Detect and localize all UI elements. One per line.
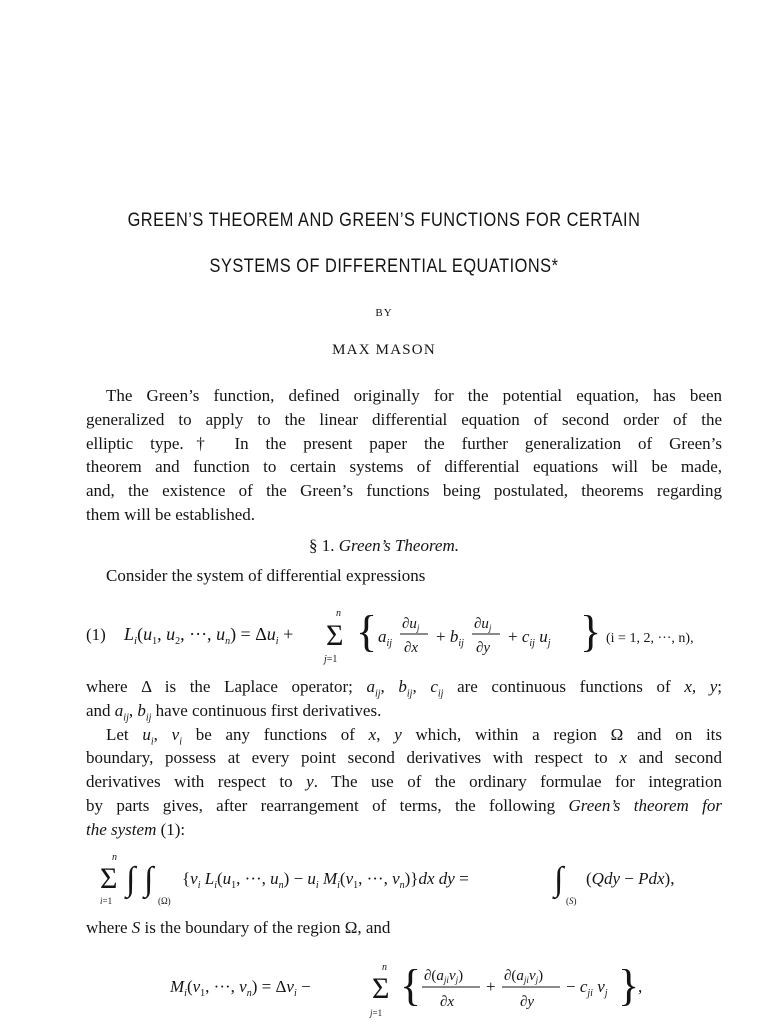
author-name: MAX MASON	[332, 342, 436, 358]
intro-line: and, the existence of the Green’s functions being postulated, theorems regarding	[86, 481, 722, 501]
svg-text:}: }	[580, 607, 602, 656]
svg-text:(S): (S)	[566, 896, 577, 906]
svg-text:∂(ajivj): $\partial(a_{ji}v_j)$	[504, 968, 544, 985]
byline: BY	[375, 307, 393, 319]
boundary-sentence: where S is the boundary of the region Ω, and	[86, 918, 391, 937]
definitions-paragraph	[86, 675, 722, 842]
svg-text:n: n	[336, 608, 341, 619]
svg-text:Σ: Σ	[372, 972, 390, 1005]
definitions-line: where Δ is the Laplace operator; $a_{ij}$, $b_{ij}$, $c_{ij}$ are continuous functions of x, y;	[86, 677, 723, 700]
equation-condition: (i = 1, 2, ···, n),	[606, 631, 694, 646]
svg-text:i=1: i=1	[100, 896, 113, 906]
greens-theorem-equation	[100, 846, 720, 908]
equation-number: (1)	[86, 625, 106, 644]
svg-text:+ bij: + $b_{ij}$	[436, 627, 464, 649]
intro-line: elliptic type.† In the present paper the further generalization of Green’s	[86, 433, 722, 453]
intro-line: generalized to apply to the linear differential equation of second order of the	[86, 409, 722, 429]
paper-title-line-2: SYSTEMS OF DIFFERENTIAL EQUATIONS*	[209, 256, 559, 277]
svg-text:(Qdy − Pdx),: (Qdy − Pdx),	[586, 869, 675, 888]
definitions-line: by parts gives, after rearrangement of terms, the following Green’s theorem for	[86, 795, 722, 815]
svg-text:n: n	[112, 852, 117, 863]
section-title: Green’s Theorem.	[338, 536, 459, 555]
svg-text:Σ: Σ	[100, 862, 118, 895]
svg-text:}: }	[618, 961, 640, 1010]
svg-text:∫: ∫	[554, 861, 564, 898]
svg-text:(Ω): (Ω)	[158, 896, 171, 906]
svg-text:Mi(v1, ···, vn) = Δvi −: $M_i(v_1$, ···, $v_n) = \Delta v_i$ −	[170, 977, 311, 999]
svg-text:+ cij uj: + $c_{ij}$ $u_j$	[508, 627, 551, 649]
svg-text:∫: ∫	[144, 861, 154, 898]
svg-text:{: {	[400, 961, 422, 1010]
svg-text:aij: $a_{ij}$	[378, 627, 393, 649]
definitions-line: derivatives with respect to y. The use of the ordinary formulae for integration	[86, 772, 722, 792]
svg-text:∂x: ∂x	[440, 994, 455, 1010]
svg-text:+: +	[486, 977, 496, 996]
consider-sentence: Consider the system of differential expressions	[106, 566, 426, 585]
definitions-line: Let $u_i$, $v_i$ be any functions of x, y which, within a region Ω and on its	[106, 724, 723, 747]
svg-text:∂uj: $\partial u_j$	[402, 616, 420, 633]
adjoint-equation	[160, 956, 660, 1022]
equation-1	[86, 600, 726, 670]
svg-text:− cji vj: − $c_{ji}$ $v_j$	[566, 977, 608, 999]
paper-title-line-1: GREEN’S THEOREM AND GREEN’S FUNCTIONS FOR CERTAIN	[127, 210, 641, 231]
definitions-line: boundary, possess at every point second derivatives with respect to x and second	[86, 748, 722, 768]
section-number: § 1.	[309, 536, 335, 555]
svg-text:n: n	[382, 962, 387, 973]
definitions-line: the system (1):	[86, 819, 186, 839]
svg-text:Li(u1, u2, ···, un) = Δui +: $L_i(u_1$, $u_2$, ···, $u_n) = \Delta u_i$ +	[124, 624, 294, 647]
intro-paragraph	[86, 384, 722, 527]
svg-text:∂y: ∂y	[476, 640, 491, 656]
intro-line: them will be established.	[86, 504, 256, 524]
svg-text:{vi Li(u1, ···, un) − ui Mi(v1: {$v_i$ $L_i(u_1$, ···, $u_n) - u_i$ $M_i(v_1$, ···, $v_n)\}dx$ dy =	[182, 869, 469, 891]
intro-line: theorem and function to certain systems of differential equations will be made,	[86, 457, 722, 477]
svg-text:∂uj: $\partial u_j$	[474, 616, 492, 633]
svg-text:,: ,	[638, 977, 643, 996]
intro-line: The Green’s function, defined originally for the potential equation, has been	[106, 386, 722, 405]
svg-text:{: {	[356, 607, 378, 656]
svg-text:j=1: j=1	[324, 654, 338, 665]
svg-text:∂y: ∂y	[520, 994, 535, 1010]
svg-text:∂x: ∂x	[404, 640, 419, 656]
svg-text:∫: ∫	[126, 861, 136, 898]
svg-text:∂(ajivj): $\partial(a_{ji}v_j)$	[424, 968, 464, 985]
definitions-line: and $a_{ij}$, $b_{ij}$ have continuous first derivatives.	[86, 700, 382, 724]
section-heading	[0, 536, 768, 556]
svg-text:j=1: j=1	[370, 1008, 383, 1018]
svg-text:Σ: Σ	[326, 619, 344, 652]
